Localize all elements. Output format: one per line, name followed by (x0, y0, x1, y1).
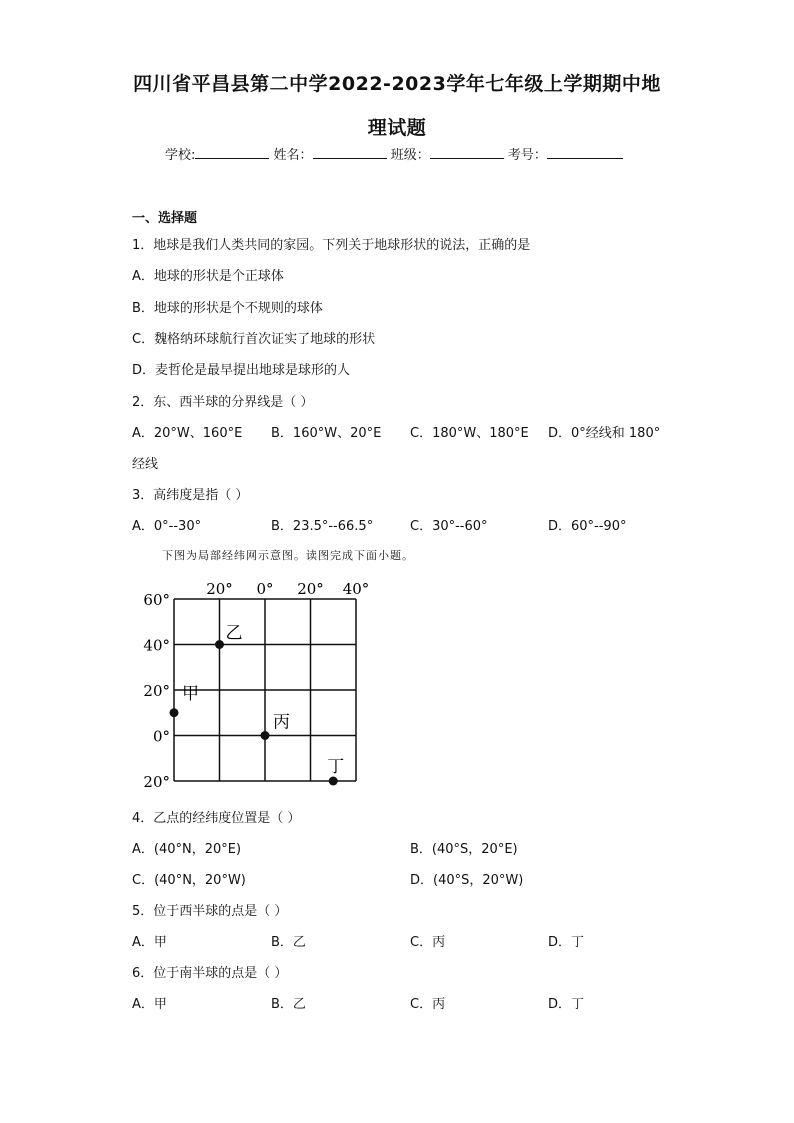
graticule-map (130, 575, 390, 795)
q6-option-d[interactable]: D．丁 (548, 997, 585, 1012)
class-blank[interactable] (430, 144, 504, 159)
q1-option-b[interactable]: B．地球的形状是个不规则的球体 (132, 301, 323, 316)
q5-option-a[interactable]: A．甲 (132, 935, 167, 950)
map-intro: 下图为局部经纬网示意图。读图完成下面小题。 (162, 549, 414, 562)
q2-option-a[interactable]: A．20°W、160°E (132, 426, 243, 441)
q5-option-d[interactable]: D．丁 (548, 935, 585, 950)
q2-option-c[interactable]: C．180°W、180°E (410, 426, 529, 441)
q4-stem: 4．乙点的经纬度位置是（ ） (132, 811, 301, 826)
exam-title-line1: 四川省平昌县第二中学2022-2023学年七年级上学期期中地 (133, 73, 661, 95)
map-point (170, 708, 179, 717)
latitude-label: 60° (143, 591, 170, 609)
student-info-row (165, 144, 623, 163)
section-heading: 一、选择题 (132, 211, 198, 226)
map-point (329, 777, 338, 786)
grid-lines (174, 599, 356, 781)
name-blank[interactable] (313, 144, 387, 159)
q5-option-b[interactable]: B．乙 (271, 935, 306, 950)
q2-option-d-continuation: 经线 (132, 457, 159, 472)
exam-number-blank[interactable] (547, 144, 623, 159)
latitude-label: 40° (143, 636, 170, 655)
map-point-label: 丁 (327, 757, 345, 777)
map-point-label: 丙 (273, 712, 290, 733)
q2-option-d[interactable]: D．0°经线和 180° (548, 426, 661, 441)
q3-option-c[interactable]: C．30°--60° (410, 519, 488, 534)
q1-option-c[interactable]: C．魏格纳环球航行首次证实了地球的形状 (132, 332, 376, 347)
q3-option-b[interactable]: B．23.5°--66.5° (271, 519, 374, 534)
longitude-label: 0° (256, 580, 274, 598)
q6-option-b[interactable]: B．乙 (271, 997, 306, 1012)
q1-stem: 1．地球是我们人类共同的家园。下列关于地球形状的说法，正确的是 (132, 238, 531, 253)
q6-option-a[interactable]: A．甲 (132, 997, 167, 1012)
exam-number-label: 考号： (507, 148, 547, 163)
q3-stem: 3．高纬度是指（ ） (132, 488, 249, 503)
latitude-label: 20° (143, 773, 170, 791)
latitude-labels (143, 591, 170, 791)
q2-option-b[interactable]: B．160°W、20°E (271, 426, 382, 441)
map-point (261, 731, 270, 740)
q4-option-a[interactable]: A．(40°N，20°E) (132, 842, 242, 857)
q4-option-b[interactable]: B．(40°S，20°E) (410, 842, 518, 857)
map-point-label: 乙 (225, 623, 243, 644)
name-label: 姓名： (273, 148, 313, 163)
longitude-label: 20° (206, 580, 233, 598)
q4-option-c[interactable]: C．(40°N，20°W) (132, 873, 246, 888)
q3-option-d[interactable]: D．60°--90° (548, 519, 627, 534)
map-point (215, 640, 224, 649)
latitude-label: 0° (152, 727, 170, 746)
q5-stem: 5．位于西半球的点是（ ） (132, 904, 288, 919)
map-points (170, 624, 345, 786)
longitude-label: 20° (297, 580, 324, 598)
latitude-label: 20° (143, 682, 170, 700)
longitude-labels (206, 580, 369, 598)
q1-option-d[interactable]: D．麦哲伦是最早提出地球是球形的人 (132, 363, 351, 378)
map-point-label: 甲 (182, 683, 199, 704)
school-label: 学校: (165, 148, 196, 163)
q1-option-a[interactable]: A．地球的形状是个正球体 (132, 269, 284, 284)
exam-title-line2: 理试题 (367, 117, 427, 139)
q4-option-d[interactable]: D．(40°S，20°W) (410, 873, 524, 888)
q6-stem: 6．位于南半球的点是（ ） (132, 966, 288, 981)
q6-option-c[interactable]: C．丙 (410, 997, 446, 1012)
q5-option-c[interactable]: C．丙 (410, 935, 446, 950)
q3-option-a[interactable]: A．0°--30° (132, 519, 202, 534)
school-blank[interactable] (195, 144, 269, 159)
class-label: 班级： (390, 148, 430, 163)
longitude-label: 40° (342, 580, 370, 598)
q2-stem: 2．东、西半球的分界线是（ ） (132, 395, 314, 410)
